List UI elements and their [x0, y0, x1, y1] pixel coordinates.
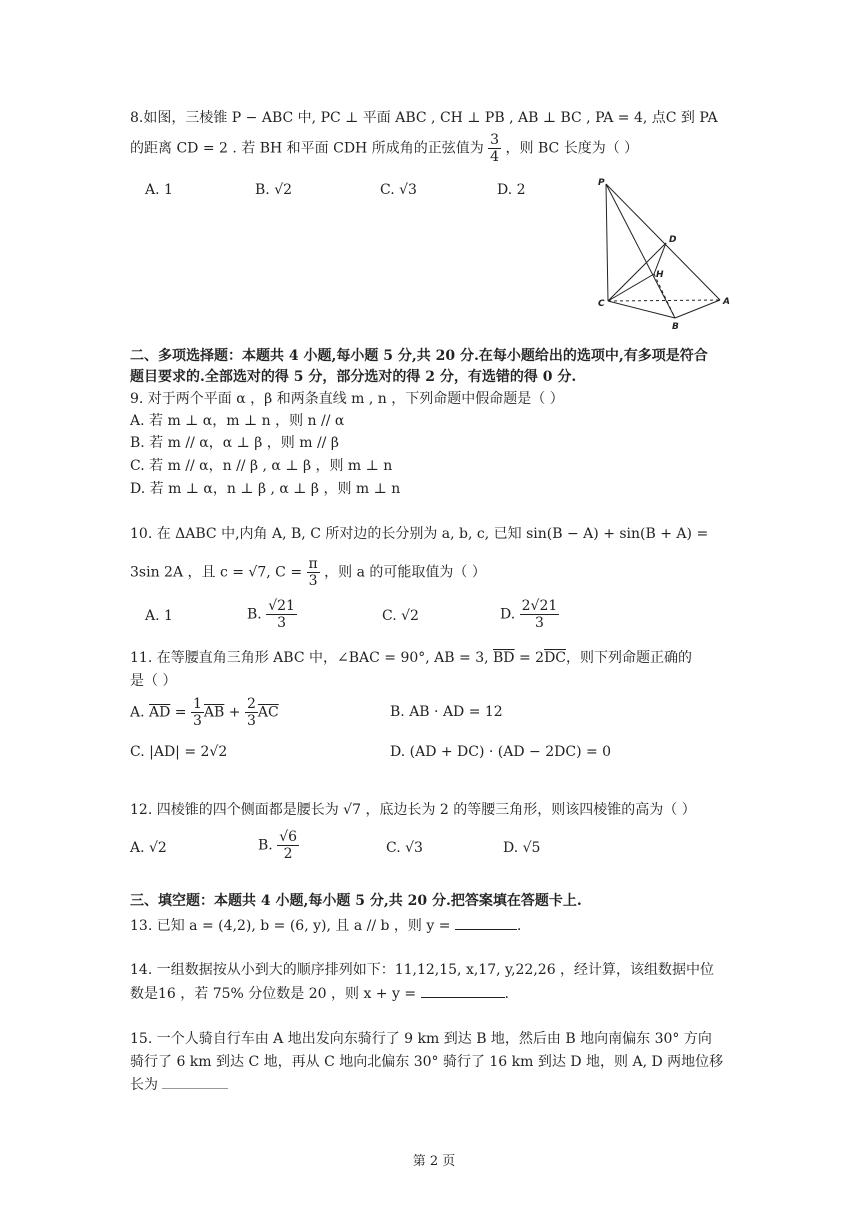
q11-option-a-ad: $\overline{AD}$ [149, 704, 171, 721]
q9-option-a: A. 若 m ⊥ α，m ⊥ n ，则 n // α [130, 413, 345, 429]
q12-option-b-frac [277, 829, 299, 862]
q14-tail: . [504, 986, 509, 1002]
pyramid-figure [590, 170, 740, 335]
q11-line1-tail: ，则下列命题正确的 [566, 650, 693, 666]
q12-option-c: C. √3 [386, 840, 423, 856]
q11-line1-text: 11. 在等腰直角三角形 ABC 中，∠BAC = 90°, AB = 3, [130, 650, 489, 666]
section3-heading: 三、填空题：本题共 4 小题,每小题 5 分,共 20 分.把答案填在答题卡上. [130, 893, 582, 909]
q11-option-a-frac2 [245, 696, 258, 729]
label-d: D [669, 235, 677, 245]
q12-option-b [258, 829, 299, 862]
q12-option-b-num: √6 [279, 829, 298, 845]
q8-fraction [488, 132, 501, 165]
section2-heading-line2: 题目要求的.全部选对的得 5 分，部分选对的得 2 分，有选错的得 0 分. [130, 369, 577, 385]
edge-pc [606, 184, 608, 301]
q11-option-a-frac1-den: 3 [193, 713, 202, 729]
q9-stem: 9. 对于两个平面 α ，β 和两条直线 m , n ，下列命题中假命题是（ ） [130, 391, 564, 407]
q11-option-c: C. |AD| = 2√2 [130, 744, 228, 760]
q8-frac-num: 3 [490, 132, 500, 148]
q8-line2-text: 的距离 CD = 2 . 若 BH 和平面 CDH 所成角的正弦值为 [130, 140, 484, 157]
q12-option-a: A. √2 [130, 840, 167, 856]
q13-answer-blank[interactable] [455, 929, 517, 930]
q12-option-d: D. √5 [503, 840, 541, 856]
q10-option-d-den: 3 [535, 615, 544, 631]
q10-option-d-num: 2√21 [521, 598, 558, 614]
q15-answer-blank[interactable] [162, 1088, 228, 1089]
q10-option-d-frac [520, 598, 560, 631]
q10-option-b-label: B. [247, 606, 262, 623]
q9-option-d: D. 若 m ⊥ α，n ⊥ β , α ⊥ β ，则 m ⊥ n [130, 481, 401, 497]
q10-option-b-frac [266, 598, 297, 631]
q14-answer-blank[interactable] [421, 997, 505, 998]
q8-line2 [130, 132, 638, 165]
q11-line1 [130, 648, 692, 668]
label-c: C [598, 299, 605, 309]
q11-option-a-frac2-den: 3 [246, 713, 256, 729]
q8-option-b: B. √2 [255, 182, 293, 198]
q8-option-a: A. 1 [145, 182, 173, 198]
q11-option-b: B. AB · AD = 12 [390, 704, 503, 720]
q11-option-a-label: A. [130, 704, 145, 721]
q8-line2-tail: ，则 BC 长度为（ ） [505, 140, 639, 157]
q9-option-c: C. 若 m // α，n // β , α ⊥ β ，则 m ⊥ n [130, 458, 393, 474]
q14-line2 [130, 984, 509, 1004]
q10-option-d-label: D. [500, 606, 516, 623]
q9-option-b: B. 若 m // α，α ⊥ β ，则 m // β [130, 435, 339, 451]
q8-option-d: D. 2 [497, 182, 526, 198]
q11-option-a-frac2-num: 2 [246, 696, 256, 712]
q15-line3-text: 长为 [130, 1077, 158, 1093]
label-a: A [723, 297, 730, 307]
page-number: 第 2 页 [412, 1154, 456, 1169]
q10-option-b [247, 598, 297, 631]
q8-option-c: C. √3 [380, 182, 417, 198]
q11-option-a: A. $\overline{AD}$ = $\frac{1}{3}$ $\overline{AB}$ + $\frac{2}{3}$ $\overline{AC}$ [130, 696, 279, 729]
q13-tail: . [516, 918, 522, 934]
q13-text: 13. 已知 a = (4,2), b = (6, y), 且 a // b ，则 y = [130, 918, 451, 934]
q15-line3 [130, 1075, 228, 1095]
q10-line2 [130, 556, 486, 589]
edge-cb [608, 301, 675, 318]
q11-option-a-ac: $\overline{AC}$ [257, 704, 279, 721]
q12-option-b-den: 2 [283, 846, 293, 862]
edge-ca-dashed [608, 300, 720, 301]
q11-eq: = 2 [514, 650, 545, 666]
q10-frac-num: π [308, 556, 318, 572]
q11-option-a-ab: $\overline{AB}$ [203, 704, 225, 721]
q15-line1: 15. 一个人骑自行车由 A 地出发向东骑行了 9 km 到达 B 地，然后由 B 地向南偏东 30° 方向 [130, 1031, 712, 1047]
q11-option-a-frac1-num: 1 [193, 696, 202, 712]
q10-frac-den: 3 [308, 573, 318, 589]
q14-line1: 14. 一组数据按从小到大的顺序排列如下：11,12,15, x,17, y,22,26 ，经计算，该组数据中位 [130, 962, 715, 978]
q11-vector-bd: $\overline{BD}$ [493, 650, 515, 666]
q10-line2-tail: ，则 a 的可能取值为（ ） [324, 564, 486, 581]
label-p: P [598, 178, 605, 188]
q12-option-b-label: B. [258, 837, 273, 854]
q8-line1: 8.如图，三棱锥 P − ABC 中, PC ⊥ 平面 ABC , CH ⊥ PB , AB ⊥ BC , PA = 4, 点C 到 PA [130, 110, 718, 126]
section2-heading-line1: 二、多项选择题：本题共 4 小题,每小题 5 分,共 20 分.在每小题给出的选项中,有多项是符合 [130, 348, 708, 364]
edge-pa [606, 184, 720, 300]
q11-option-a-frac1 [191, 696, 204, 729]
q11-line2: 是（ ） [130, 673, 177, 689]
q13-line [130, 916, 521, 936]
q11-option-d: D. (AD + DC) · (AD − 2DC) = 0 [390, 744, 612, 760]
q12-stem: 12. 四棱锥的四个侧面都是腰长为 √7 ，底边长为 2 的等腰三角形，则该四棱锥的高为（ ） [130, 802, 696, 818]
q10-option-d [500, 598, 559, 631]
label-b: B [672, 322, 679, 332]
edge-ba [675, 300, 720, 318]
q10-line1: 10. 在 ΔABC 中,内角 A, B, C 所对边的长分别为 a, b, c, 已知 sin(B − A) + sin(B + A) = [130, 526, 709, 542]
q10-fraction [307, 556, 320, 589]
q10-option-b-den: 3 [277, 615, 287, 631]
q10-option-a: A. 1 [145, 608, 173, 624]
q10-line2-text: 3sin 2A ，且 c = √7, C = [130, 564, 303, 581]
q14-line2-text: 数是16 ，若 75% 分位数是 20 ，则 x + y = [130, 986, 417, 1002]
label-h: H [656, 270, 664, 280]
q10-option-c: C. √2 [382, 608, 419, 624]
q15-line2: 骑行了 6 km 到达 C 地，再从 C 地向北偏东 30° 骑行了 16 km 到达 D 地，则 A, D 两地位移 [130, 1054, 724, 1070]
q8-frac-den: 4 [490, 149, 500, 165]
q11-vector-dc: $\overline{DC}$ [544, 650, 567, 666]
edge-pb [606, 184, 675, 318]
q10-option-b-num: √21 [268, 598, 295, 614]
